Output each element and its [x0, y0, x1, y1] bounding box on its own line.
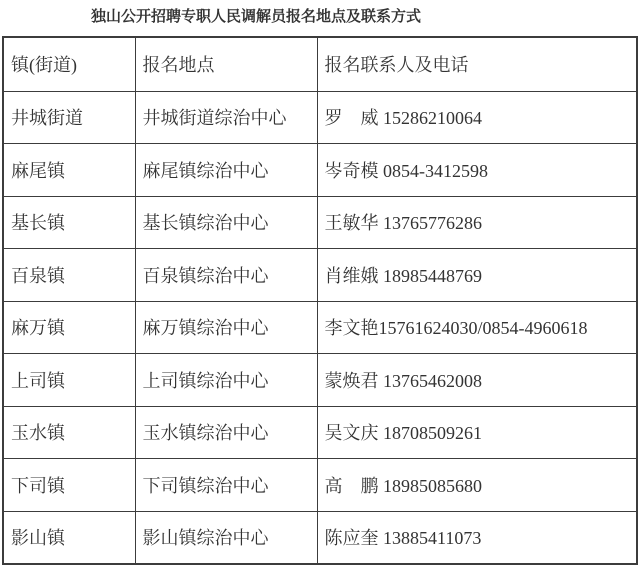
- cell-town: 影山镇: [3, 511, 135, 564]
- cell-location: 基长镇综治中心: [135, 196, 317, 249]
- cell-town: 基长镇: [3, 196, 135, 249]
- table-row: [3, 91, 637, 144]
- cell-town: 百泉镇: [3, 249, 135, 302]
- header-row: [3, 37, 637, 91]
- table-row: [3, 511, 637, 564]
- cell-contact: 吴文庆 18708509261: [317, 406, 637, 459]
- cell-location: 麻尾镇综治中心: [135, 144, 317, 197]
- cell-contact: 蒙焕君 13765462008: [317, 354, 637, 407]
- column-header-town: 镇(街道): [3, 37, 135, 91]
- cell-contact: 岑奇模 0854-3412598: [317, 144, 637, 197]
- cell-contact: 高 鹏 18985085680: [317, 459, 637, 512]
- table-row: [3, 196, 637, 249]
- table-row: [3, 459, 637, 512]
- table-row: [3, 354, 637, 407]
- table-row: [3, 249, 637, 302]
- contact-table: [2, 36, 638, 565]
- cell-town: 下司镇: [3, 459, 135, 512]
- table-row: [3, 144, 637, 197]
- cell-location: 下司镇综治中心: [135, 459, 317, 512]
- cell-location: 玉水镇综治中心: [135, 406, 317, 459]
- cell-contact: 李文艳15761624030/0854-4960618: [317, 301, 637, 354]
- cell-town: 井城街道: [3, 91, 135, 144]
- cell-contact: 肖维娥 18985448769: [317, 249, 637, 302]
- cell-location: 影山镇综治中心: [135, 511, 317, 564]
- table-header: [3, 37, 637, 91]
- table-row: [3, 406, 637, 459]
- cell-town: 玉水镇: [3, 406, 135, 459]
- cell-contact: 王敏华 13765776286: [317, 196, 637, 249]
- cell-town: 麻尾镇: [3, 144, 135, 197]
- cell-contact: 陈应奎 13885411073: [317, 511, 637, 564]
- table-body: [3, 91, 637, 564]
- table-row: [3, 301, 637, 354]
- cell-location: 井城街道综治中心: [135, 91, 317, 144]
- cell-town: 上司镇: [3, 354, 135, 407]
- page-title: 独山公开招聘专职人民调解员报名地点及联系方式: [90, 9, 421, 25]
- cell-contact: 罗 威 15286210064: [317, 91, 637, 144]
- cell-town: 麻万镇: [3, 301, 135, 354]
- column-header-contact: 报名联系人及电话: [317, 37, 637, 91]
- cell-location: 百泉镇综治中心: [135, 249, 317, 302]
- cell-location: 上司镇综治中心: [135, 354, 317, 407]
- column-header-location: 报名地点: [135, 37, 317, 91]
- cell-location: 麻万镇综治中心: [135, 301, 317, 354]
